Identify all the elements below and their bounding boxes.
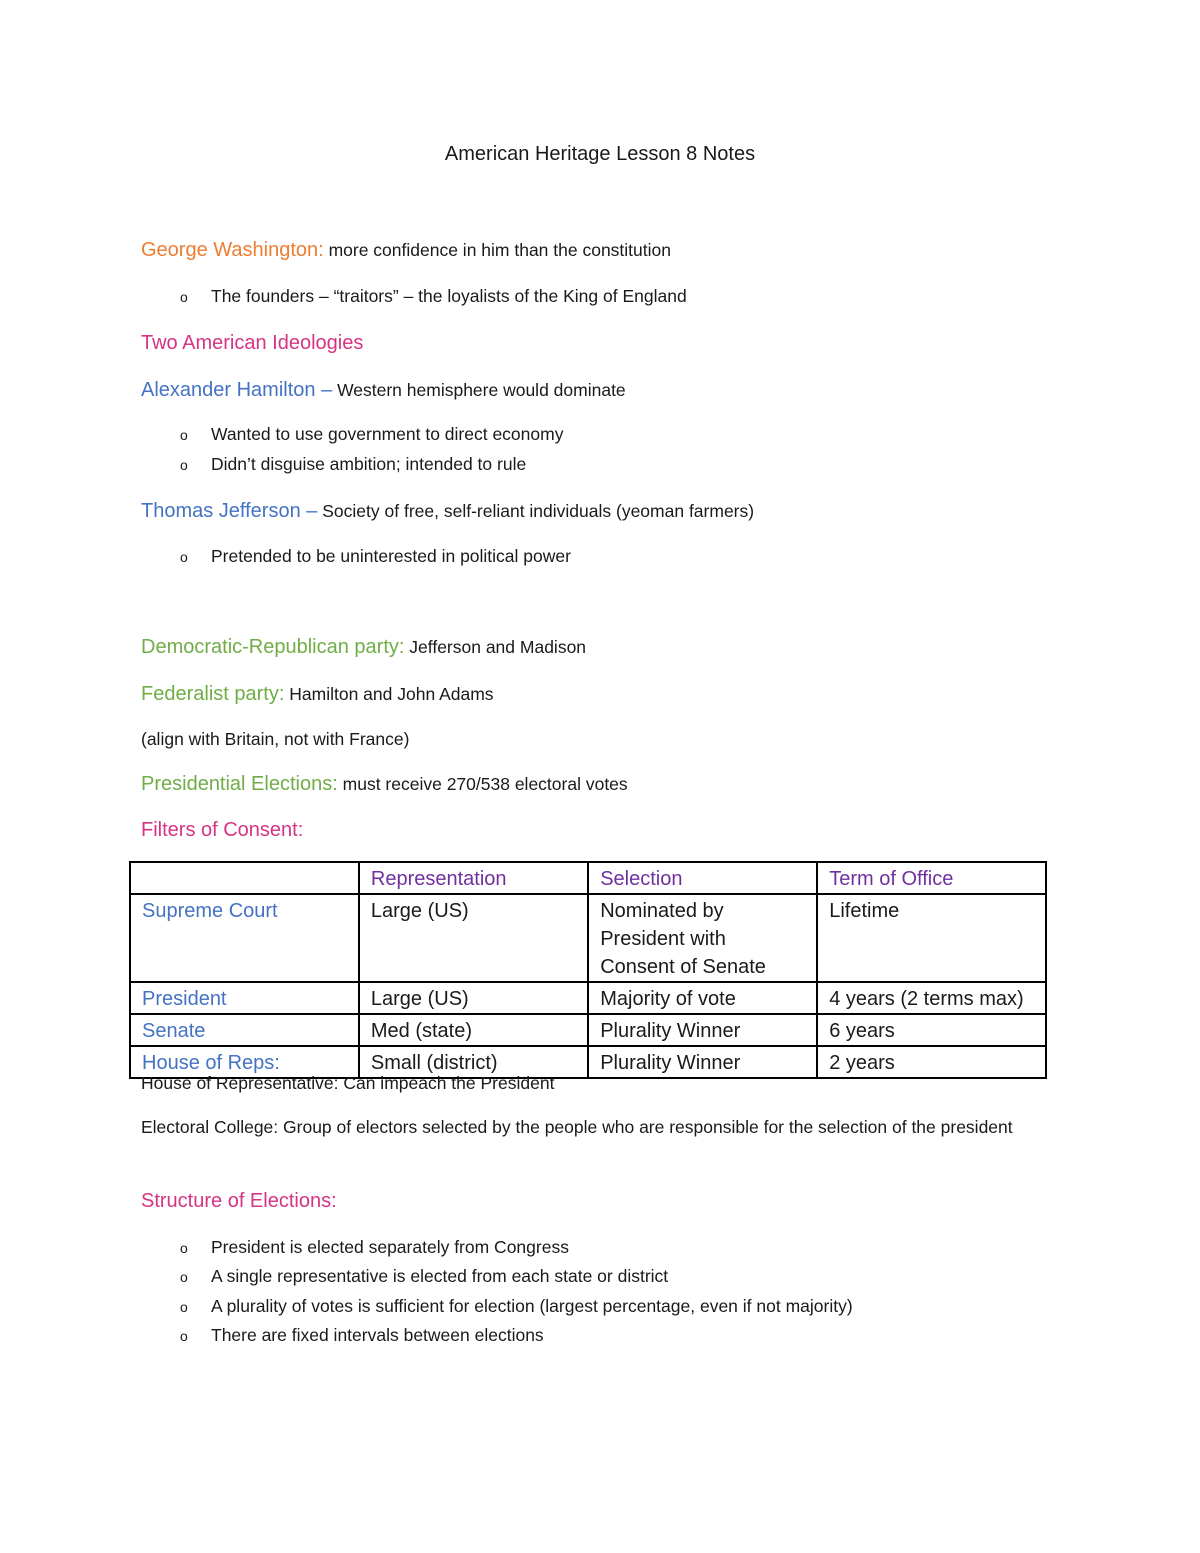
jefferson-line: [141, 498, 754, 524]
table-cell: Lifetime: [817, 894, 1046, 982]
table-cell: Majority of vote: [588, 982, 817, 1014]
table-cell: 2 years: [817, 1046, 1046, 1078]
bullet-marker: o: [180, 427, 188, 443]
alignment-note: (align with Britain, not with France): [141, 729, 410, 749]
table-row-label: Supreme Court: [130, 894, 359, 982]
table-header-cell: Representation: [359, 862, 588, 894]
document-title: American Heritage Lesson 8 Notes: [444, 143, 756, 165]
bullet-marker: o: [180, 1299, 188, 1315]
list-item: [180, 451, 526, 478]
bullet-marker: o: [180, 1328, 188, 1344]
table-cell: Plurality Winner: [588, 1046, 817, 1078]
list-item: [180, 1263, 668, 1290]
bullet-marker: o: [180, 549, 188, 565]
washington-text: more confidence in him than the constitution: [323, 240, 671, 260]
ideologies-heading: Two American Ideologies: [141, 332, 364, 354]
dr-party-text: Jefferson and Madison: [404, 637, 587, 657]
electoral-college-note: Electoral College: Group of electors selected by the people who are responsible for the selection of the president: [141, 1117, 1013, 1137]
table-cell: 4 years (2 terms max): [817, 982, 1046, 1014]
list-item-text: A single representative is elected from each state or district: [211, 1266, 669, 1286]
list-item: [180, 1322, 544, 1349]
hamilton-line: [141, 377, 626, 403]
table-header-cell: Term of Office: [817, 862, 1046, 894]
table-header-cell: Selection: [588, 862, 817, 894]
list-item: [180, 283, 687, 310]
ideologies-heading-line: [141, 330, 363, 356]
table-row-label: President: [130, 982, 359, 1014]
dr-party-label: Democratic-Republican party:: [141, 636, 405, 658]
bullet-marker: o: [180, 1269, 188, 1285]
table-row: [130, 1014, 1046, 1046]
list-item: [180, 1234, 569, 1261]
table-cell: Large (US): [359, 982, 588, 1014]
bullet-marker: o: [180, 289, 188, 305]
list-item: [180, 421, 563, 448]
filters-heading-line: [141, 817, 303, 843]
table-row: [130, 982, 1046, 1014]
elections-line: [141, 771, 628, 797]
hamilton-label: Alexander Hamilton –: [141, 379, 333, 401]
list-item: [180, 1293, 853, 1320]
structure-heading-line: [141, 1188, 337, 1214]
list-item-text: The founders – “traitors” – the loyalists of the King of England: [211, 286, 687, 306]
table-cell: Med (state): [359, 1014, 588, 1046]
washington-line: [141, 237, 671, 263]
table-cell: 6 years: [817, 1014, 1046, 1046]
list-item: [180, 543, 571, 570]
federalist-party-label: Federalist party:: [141, 683, 285, 705]
table-cell: Nominated by President with Consent of Senate: [588, 894, 817, 982]
filters-table: [129, 861, 1047, 1079]
filters-heading: Filters of Consent:: [141, 819, 304, 841]
table-header-row: [130, 862, 1046, 894]
table-cell: Small (district): [359, 1046, 588, 1078]
hamilton-text: Western hemisphere would dominate: [332, 380, 626, 400]
table-row-label: Senate: [130, 1014, 359, 1046]
house-note: House of Representative: Can impeach the President: [141, 1073, 555, 1093]
table-header-cell: [130, 862, 359, 894]
jefferson-text: Society of free, self-reliant individuals (yeoman farmers): [317, 501, 755, 521]
table-cell: Plurality Winner: [588, 1014, 817, 1046]
table-row: [130, 894, 1046, 982]
list-item-text: There are fixed intervals between elections: [211, 1325, 544, 1345]
bullet-marker: o: [180, 1240, 188, 1256]
elections-label: Presidential Elections:: [141, 773, 338, 795]
list-item-text: Wanted to use government to direct economy: [211, 424, 564, 444]
list-item-text: A plurality of votes is sufficient for election (largest percentage, even if not majority): [211, 1296, 853, 1316]
federalist-party-line: [141, 681, 494, 707]
table-row-label: House of Reps:: [130, 1046, 359, 1078]
structure-heading: Structure of Elections:: [141, 1190, 337, 1212]
federalist-party-text: Hamilton and John Adams: [284, 684, 494, 704]
table-cell: Large (US): [359, 894, 588, 982]
jefferson-label: Thomas Jefferson –: [141, 500, 318, 522]
washington-label: George Washington:: [141, 239, 324, 261]
list-item-text: Didn’t disguise ambition; intended to rule: [211, 454, 527, 474]
elections-text: must receive 270/538 electoral votes: [337, 774, 628, 794]
dr-party-line: [141, 634, 586, 660]
bullet-marker: o: [180, 457, 188, 473]
list-item-text: Pretended to be uninterested in political power: [211, 546, 571, 566]
list-item-text: President is elected separately from Congress: [211, 1237, 569, 1257]
